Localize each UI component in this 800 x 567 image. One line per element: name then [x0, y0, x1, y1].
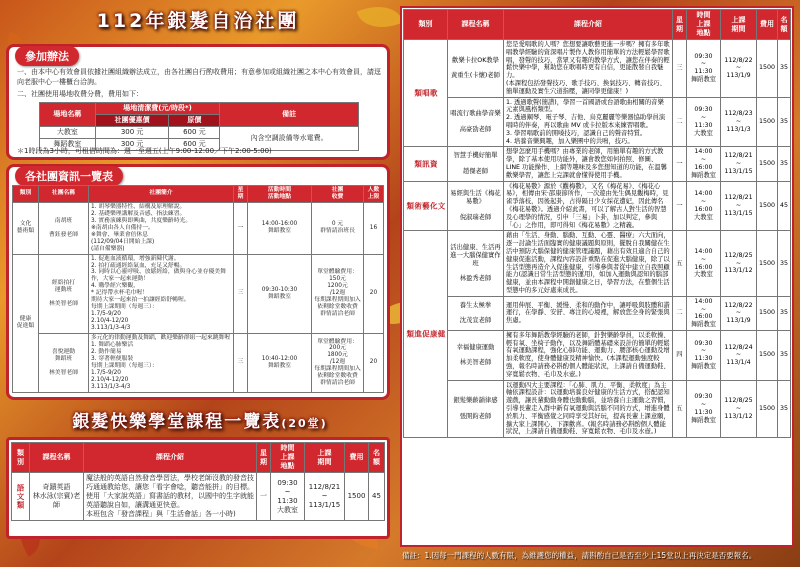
course-day: 五: [672, 231, 686, 296]
course-day: 一: [672, 147, 686, 181]
course-name: 歡樂卡拉OK教學 黃重生(卡懷)老師: [447, 40, 503, 98]
course-time: 14:00 ~ 16:00 大教室: [686, 231, 720, 296]
course-period: 112/8/21 ~ 113/1/15: [305, 473, 345, 521]
course-period: 112/8/22 ~ 113/1/9: [720, 40, 756, 98]
course-day: 一: [257, 473, 271, 521]
club-fee: 0 元 群情請治班長: [312, 202, 364, 254]
footer-note: 備註：1.因每一門課程的人數有限，為維護您的權益，請斟酌自己是否至少上15堂以上再決定是否要報名。: [402, 551, 757, 560]
course-intro: 運用伸展、平衡、緩慢、柔和的動作中，讓呼吸與肢體和諧運行，在學靜、安舒、專注的心境裡，解放您全身的緊張與焦慮。: [503, 296, 672, 330]
course-fee: 1500: [756, 231, 777, 296]
clubs-header-day: 星期: [234, 186, 248, 203]
course-day: 一: [672, 181, 686, 231]
club-category: 健康 促進類: [13, 254, 39, 392]
course-row: [404, 231, 791, 296]
right-header-fee: 費用: [756, 10, 777, 40]
fee-header-original: 原價: [169, 115, 220, 127]
course-fee: 1500: [756, 181, 777, 231]
fee-original: 600 元: [169, 127, 220, 139]
courses-table: [11, 442, 385, 521]
fee-header-note: 備註: [220, 103, 359, 127]
fee-row: [40, 127, 359, 139]
club-category: 文化 藝術類: [13, 202, 39, 254]
course-intro: 1. 透過歌聲(簡譜)，學習一首國語或台語歌曲相關的音樂元素與風格類型。 2. 透過鋼琴、電子琴、吉他、烏克麗麗等樂器協助學員演唱時的伴奏，再以歌曲 MV 或卡拉版本來練習唱歌。 3. 學習唱歌前的開嗓技巧，認識自己的聲音特質。 4. 培養音樂興趣，加入樂團中的共鳴，技巧。: [503, 97, 672, 147]
courses-panel: [6, 437, 390, 539]
fee-venue: 舞蹈教室: [40, 139, 96, 151]
course-cap: 35: [777, 147, 790, 181]
clubs-header-time: 活動時間 活動地點: [248, 186, 312, 203]
right-header-time: 時間 上課 地點: [686, 10, 720, 40]
courses-title-suffix: (20堂): [281, 417, 328, 430]
page-title: 112年銀髮自治社團: [96, 10, 300, 32]
fee-member: 300 元: [95, 127, 169, 139]
left-column: [6, 6, 390, 400]
course-fee: 1500: [756, 380, 777, 438]
course-intro: 《梅花易數》源於《觀梅數》，又名《梅花易》、《梅花心易》，相傳由宋·邵康節所作，一次遊由先生偶見觀梅時，見雀爭落枝，因後起卦，占得隔日少女採花遭妃，因此傳名《梅花易數》。透過介紹此書，可以了解古人對生活的智慧及心理學的情況，引申「三易」卜卦，加以判定，參與「心」之作用，即可得知《梅花易數》之精義。: [503, 181, 672, 231]
course-time: 14:00 ~ 16:00 舞蹈教室: [686, 296, 720, 330]
course-day: 二: [672, 97, 686, 147]
course-intro: 魔法般的英語自然發音學習法，學校老師沒教的發音技巧通通教給您，讓您「看字會唸，聽音能拼」的目標。使用「大家說英語」寫書話的教材，以國中的生字就能英語聽說自如，讓溝通更快意。 本班包含「發音課程」與「生活會話」各一小時): [84, 473, 257, 521]
club-row: [13, 254, 384, 333]
course-name: 智慧手機好簡單 趙傑老師: [447, 147, 503, 181]
course-cap: 35: [777, 231, 790, 296]
courses-header-intro: 課程介紹: [84, 443, 257, 473]
right-course-table: [403, 9, 791, 438]
course-day: 五: [672, 380, 686, 438]
club-fee: 單堂體驗費用：150元 1200元 /12週 每期課程期間加入依剩餘堂數收費 群情請洽老師: [312, 254, 364, 333]
course-period: 112/8/25 ~ 113/1/12: [720, 231, 756, 296]
right-header-category: 類別: [404, 10, 448, 40]
course-row: [404, 296, 791, 330]
course-time: 09:30 ~ 11:30 大教室: [686, 97, 720, 147]
right-header-cap: 名額: [777, 10, 790, 40]
course-period: 112/8/21 ~ 113/1/15: [720, 181, 756, 231]
course-fee: 1500: [756, 147, 777, 181]
group-category: 健 康 促 進 類: [404, 231, 448, 438]
right-header-day: 星期: [672, 10, 686, 40]
courses-header-fee: 費用: [345, 443, 369, 473]
clubs-header-intro: 社團簡介: [89, 186, 234, 203]
club-intro: 1. 胡琴樂器特性、結構及原理解說。 2. 基礎樂理講解及音感、指法練習。 3. 實務演練與即興曲，共度樂齡時光。 ※南胡由各人自備持一。 ※舞會、畢業會倍休息 (112/09/04日開始上課) (請自備樂器): [89, 202, 234, 254]
course-fee: 1500: [756, 40, 777, 98]
course-time: 14:00 ~ 16:00 舞蹈教室: [686, 147, 720, 181]
club-cap: 16: [364, 202, 384, 254]
course-cap: 35: [777, 97, 790, 147]
course-fee: 1500: [756, 97, 777, 147]
clubs-header-fee: 社團 收費: [312, 186, 364, 203]
participation-panel: [6, 44, 390, 160]
course-intro: 擁有多年舞蹈教學經驗的老師，針對樂齡學員，以柔軟操、輕有氧、坐椅子動作，以及舞蹈體基礎來設計的簡單的輕鬆有氧運動課程，強化心肺功能、運動力、腰部核心運動及增加柔軟度，使身體健康及精神愉快。(本課程運動強度較強，報名時請務必斟酌個人體能狀況，上課請自備運動鞋、穿寬鬆衣物、毛巾及水壺。): [503, 330, 672, 380]
course-time: 09:30 ~ 11:30 舞蹈教室: [686, 380, 720, 438]
course-cap: 35: [777, 40, 790, 98]
course-name: 奇蹟英語 林水泳(宗賓)老師: [30, 473, 84, 521]
course-period: 112/8/23 ~ 113/1/3: [720, 97, 756, 147]
course-name: 銀髮樂齡韻律感 張開鈞老師: [447, 380, 503, 438]
course-cap: 35: [777, 330, 790, 380]
group-category: 歌 唱 類: [404, 40, 448, 147]
club-fee: 單堂體驗費用：200元 1800元 /12週 每期課程期間加入依剩餘堂數收費 群情請洽老師: [312, 334, 364, 393]
group-category: 文 化 藝 術 類: [404, 181, 448, 231]
club-day: 一: [234, 202, 248, 254]
club-day: 三: [234, 334, 248, 393]
course-time: 09:30 ~ 11:30 舞蹈教室: [686, 40, 720, 98]
club-name: 南胡班 曹鈺發老師: [39, 202, 89, 254]
fee-member: 300 元: [95, 139, 169, 151]
course-time: 14:00 ~ 16:00 大教室: [686, 181, 720, 231]
group-category: 資 訊 類: [404, 147, 448, 181]
club-intro: 多元化的律動運動及舞蹈，歡迎樂齡群組一起來跳舞喔 1. 舞蹈心肺樂活 2. 動作簡易 3. 穿著輕便服裝 每期上課期間（每週三）： 1.7/5-9/20 2.10/4-12/20 3.113/1/3-4/3: [89, 334, 234, 393]
course-row: [404, 380, 791, 438]
courses-title: [20, 407, 380, 435]
club-time: 09:30-10:30 舞蹈教室: [248, 254, 312, 333]
course-period: 112/8/22 ~ 113/1/9: [720, 296, 756, 330]
fee-original: 600 元: [169, 139, 220, 151]
club-day: 三: [234, 254, 248, 333]
courses-header-category: 類別: [12, 443, 30, 473]
course-day: 四: [672, 330, 686, 380]
club-row: [13, 334, 384, 393]
course-row: [404, 97, 791, 147]
fee-venue: 大教室: [40, 127, 96, 139]
course-fee: 1500: [756, 330, 777, 380]
course-cap: 35: [777, 296, 790, 330]
course-time: 09:30 ~ 11:30 舞蹈教室: [686, 330, 720, 380]
course-intro: 想學怎麼用手機嗎？由專業的老師，用簡單有趣的方式教學，除了基本使用功能外，讓會教您如何拍照、修圖、LINE 功能操作、上網等趣味及多您想知道的功能，在溫馨歡樂學習，讓您上完課就會懂得使用手機。: [503, 147, 672, 181]
course-fee: 1500: [345, 473, 369, 521]
course-period: 112/8/24 ~ 113/1/4: [720, 330, 756, 380]
course-cap: 45: [777, 181, 790, 231]
fee-footnote: ＊1時段為3小時，可租借時間為：週一至週五(上午9:00-12:00／下午2:00-5:00): [17, 147, 272, 155]
right-header-period: 上課 期間: [720, 10, 756, 40]
course-row: [12, 473, 385, 521]
courses-header-time: 時間 上課 地點: [271, 443, 305, 473]
course-time: 09:30 ~ 11:30 大教室: [271, 473, 305, 521]
course-intro: 以運動四大主要課程：「心肺、肌力、平衡、柔軟度」為主軸依課程設計：以運動培養良好健康的生活方式，搭配認知遊戲，讓長輩動動身體也動動腦，並培養自主運動之習慣，引導長輩走入群中新有氧運動與活腦不同的方式，增進身體於肌力、平衡感覺之同時享受其好玩，提高長輩上課意願，擴大家上課開心、下課歡喜。(報名時請務必斟酌個人體能狀況，上課請自備運動鞋、穿寬鬆衣物、毛巾及水壺。): [503, 380, 672, 438]
club-name: 經絡拍打 運動班 林美智老師: [39, 254, 89, 333]
club-intro: 1. 促進血液循環，增強新陳代謝。 2. 拍打疏通經絡氣血，充足又舒暢。 3. 同時以心靈呼吸、放鬆經絡，做與身心並存優美舞作，大家一起來運動！ 4. 購學經穴樂觀， * 記得帶水杯毛巾喔！ 期待大家一起來拍一拍讓經絡舒暢喔。 每期上課期間（每週三）： 1.7/5-9/20 2.10/4-12/20 3.113/1/3-4/3: [89, 254, 234, 333]
participation-rule-2: 二、社團使用場地收費分費，費用如下：: [17, 90, 143, 98]
course-name: 養生太極拳 沈茂宣老師: [447, 296, 503, 330]
course-intro: 藉由「生活、身動、腦動、互動、心靈、醫療」六大面向，逐一討論生活面臨實的健康議題與原則，擺脫自我關健在生活中預防大腦保健的健康管理議題，藉出有效且適合自己的健康促進活動，課程內容設計重點在促進大腦健康，除了以生活型態再造介入促進健康，引導參與者從中建立自我照顧能力(認識日常生活型態的運用)，如加入運動與認知的腦部健康，並由本課程中開創健康之日，學習方法，在整個生活型態中的多元好處來成長。: [503, 231, 672, 296]
courses-header-period: 上課 期間: [305, 443, 345, 473]
course-period: 112/8/21 ~ 113/1/15: [720, 147, 756, 181]
course-day: 三: [672, 40, 686, 98]
course-fee: 1500: [756, 296, 777, 330]
clubs-table: [12, 185, 384, 393]
courses-title-text: 銀髮快樂學堂課程一覽表: [72, 412, 282, 432]
fee-note: 內含空調設備等水電費。: [220, 127, 359, 151]
course-cap: 35: [777, 380, 790, 438]
course-row: [404, 181, 791, 231]
clubs-heading: 各社團資訊一覽表: [15, 166, 123, 186]
clubs-header-category: 類別: [13, 186, 39, 203]
course-name: 易經與生活《梅花易數》 倪淑瑞老師: [447, 181, 503, 231]
participation-rule-1: 一、由本中心有效會員依據社團組織辦法成立，由各社團自行酌收費用；有意參加或組織社團之本中心有效會員，請逕向老服中心一樓櫃台洽詢。: [17, 68, 381, 86]
fee-header-fee: 場地清潔費(元/時段*): [95, 103, 220, 115]
club-time: 10:40-12:00 舞蹈教室: [248, 334, 312, 393]
course-period: 112/8/25 ~ 113/1/12: [720, 380, 756, 438]
club-cap: 20: [364, 334, 384, 393]
clubs-header-cap: 人數 上限: [364, 186, 384, 203]
course-name: 活出健康、生活再進一大腦保健實作班 林盈秀老師: [447, 231, 503, 296]
club-name: 喜悅運動 舞蹈班 林美智老師: [39, 334, 89, 393]
courses-header-day: 星期: [257, 443, 271, 473]
course-name: 幸福健康運動 林美智老師: [447, 330, 503, 380]
course-category: 語文類: [12, 473, 30, 521]
participation-heading: 參加辦法: [15, 46, 79, 66]
course-row: [404, 147, 791, 181]
club-row: [13, 202, 384, 254]
right-course-panel: [400, 6, 794, 547]
right-header-name: 課程名稱: [447, 10, 503, 40]
course-row: [404, 330, 791, 380]
clubs-header-name: 社團名稱: [39, 186, 89, 203]
fee-header-member: 社團優惠價: [95, 115, 169, 127]
club-cap: 20: [364, 254, 384, 333]
club-time: 14:00-16:00 舞蹈教室: [248, 202, 312, 254]
clubs-panel: [6, 164, 390, 400]
fee-header-venue: 場地名稱: [40, 103, 96, 127]
course-day: 二: [672, 296, 686, 330]
course-name: 唱流行歌曲學音樂 高豪劭老師: [447, 97, 503, 147]
right-header-intro: 課程介紹: [503, 10, 672, 40]
courses-header-cap: 名額: [369, 443, 385, 473]
fee-table: [39, 102, 359, 151]
course-cap: 45: [369, 473, 385, 521]
courses-header-name: 課程名稱: [30, 443, 84, 473]
course-row: [404, 40, 791, 98]
course-intro: 您是愛唱歌的人嗎？您想要讓歌藝更進一步嗎？擁有多年歌唱教學經驗的資深唱片製作人教你用簡單的方法輕鬆學習歌唱，發聲的技巧，當眾又有趣的教學方式，讓您在伴奏的輕鬆快樂中學，幫助您在歌唱時更有自信，更能散發自我魅力。 (本課程包括發聲技巧、歌手技巧、換氣技巧、轉音技巧、簡單運動及實生穴道指壓，讓同學更健康！): [503, 40, 672, 98]
